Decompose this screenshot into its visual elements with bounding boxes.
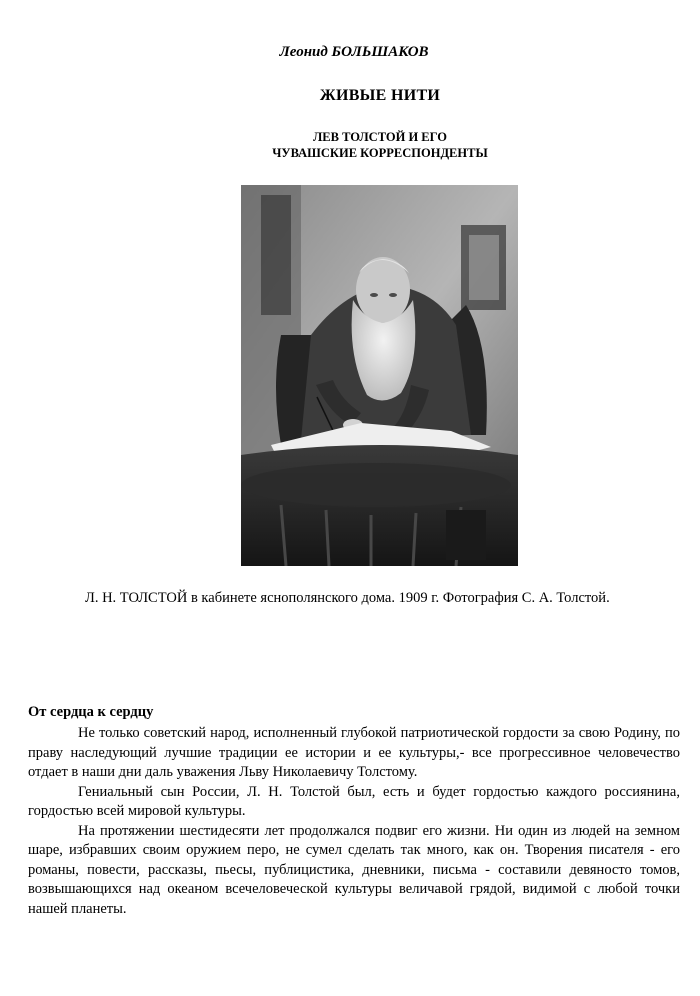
photo-caption: Л. Н. ТОЛСТОЙ в кабинете яснополянского дома. 1909 г. Фотография С. А. Толстой. — [85, 590, 610, 606]
body-text — [28, 724, 680, 919]
subtitle-line-2: ЧУВАШСКИЕ КОРРЕСПОНДЕНТЫ — [272, 146, 488, 160]
book-subtitle — [0, 129, 700, 161]
paragraph: Гениальный сын России, Л. Н. Толстой был, есть и будет гордостью каждого россиянина, гордостью всей мировой культуры. — [28, 783, 680, 819]
tolstoy-photograph — [241, 185, 518, 566]
author-name: Леонид БОЛЬШАКОВ — [279, 44, 429, 60]
section-heading: От сердца к сердцу — [28, 704, 154, 720]
paragraph: На протяжении шестидесяти лет продолжался подвиг его жизни. Ни один из людей на земном шаре, избравших своим оружием перо, не сумел сделать так много, как он. Творения писателя - его романы, повести, рассказы, пьесы, публицистика, дневники, письма - составили девяносто томов, возвышающихся над океаном всечеловеческой культуры величавой грядой, видимой с любой точки нашей планеты. — [28, 822, 680, 917]
book-title: ЖИВЫЕ НИТИ — [319, 87, 441, 104]
subtitle-line-1: ЛЕВ ТОЛСТОЙ И ЕГО — [312, 130, 448, 144]
photograph-image — [241, 185, 518, 566]
paragraph: Не только советский народ, исполненный глубокой патриотической гордости за свою Родину, по праву наследующий лучшие традиции ее истории и ее культуры,- все прогрессивное человечество отдает в наши дни даль уважения Льву Николаевичу Толстому. — [28, 725, 680, 780]
